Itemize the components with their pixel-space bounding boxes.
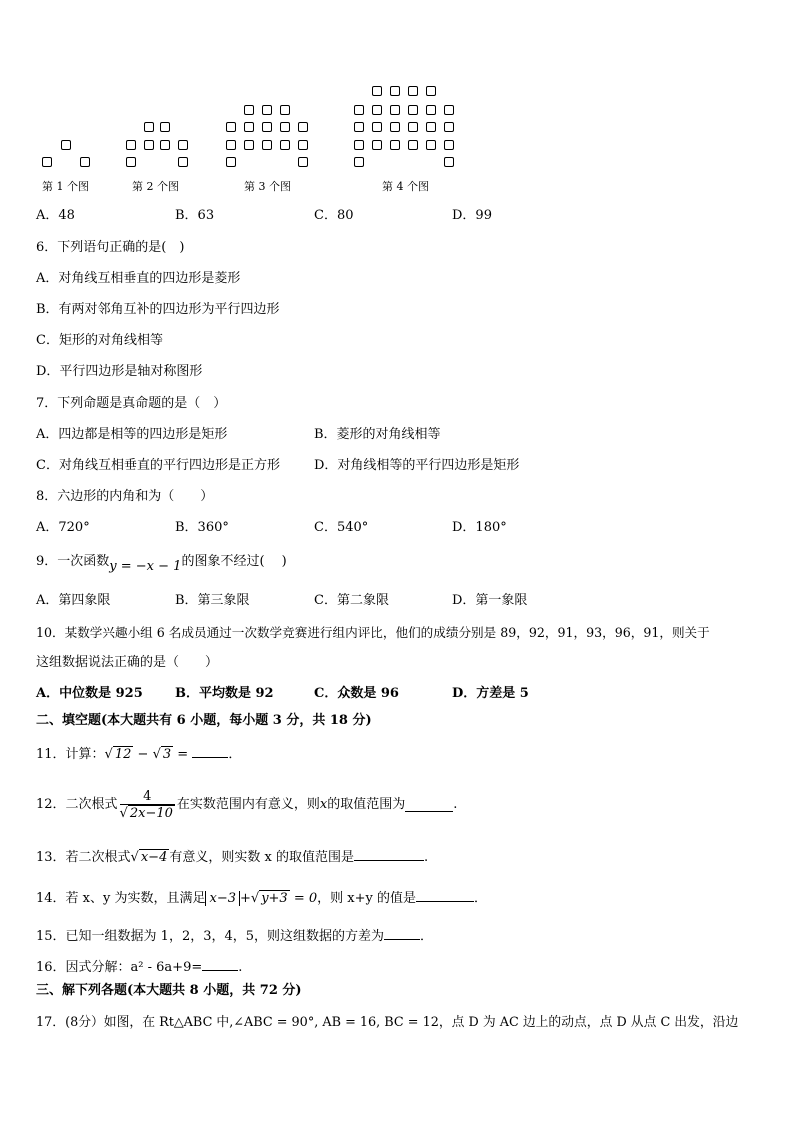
square-icon [160,122,170,132]
fraction [120,789,175,822]
square-icon [354,157,364,167]
end-punct: . [453,797,458,812]
question-8-stem: 8．六边形的内角和为（ ） [36,489,214,504]
square-icon [444,105,454,115]
question-11-text: 11．计算： [36,747,105,762]
option-b: B．菱形的对角线相等 [314,427,441,442]
option-a: A．第四象限 [36,593,111,608]
square-icon [280,140,290,150]
square-icon [390,105,400,115]
square-icon [408,86,418,96]
question-12-text: 的取值范围为 [327,797,406,812]
figure-caption: 第 2 个图 [132,180,179,193]
figure-caption: 第 3 个图 [244,180,291,193]
question-12-text: 在实数范围内有意义，则 [176,797,320,812]
question-17-stem: 17．(8分）如图，在 Rt△ABC 中,∠ABC = 90°, AB = 16, BC = 12，点 D 为 AC 边上的动点，点 D 从点 C 出发，沿边 [36,1015,739,1030]
square-icon [244,122,254,132]
square-icon [42,157,52,167]
square-icon [262,105,272,115]
answer-blank[interactable] [354,848,424,861]
question-11: 11．计算：√ 12 − √ 3 = ． [36,747,242,762]
question-9-stem [36,554,287,574]
square-icon [426,86,436,96]
option-a: A．四边都是相等的四边形是矩形 [36,427,228,442]
end-punct: . [423,850,429,865]
pattern-figure [36,78,476,198]
answer-blank[interactable] [202,958,238,971]
radicand: x−4 [140,850,168,865]
option-d: D．方差是 5 [452,686,529,701]
option-c: C．540° [314,520,369,535]
answer-blank[interactable] [192,745,228,758]
formula: y = −x − 1 [109,559,182,574]
question-12 [36,780,457,830]
question-14: 14．若 x、y 为实数，且满足 x−3 +√ y+3 = 0，则 x+y 的值是 ． [36,891,487,906]
figure-caption: 第 1 个图 [42,180,89,193]
square-icon [444,157,454,167]
question-10-stem: 这组数据说法正确的是（ ） [36,655,219,670]
question-14-text: 14．若 x、y 为实数，且满足 [36,891,206,906]
option-c: C．80 [314,208,354,223]
end-punct: ． [473,891,487,906]
square-icon [144,122,154,132]
square-icon [390,140,400,150]
question-12-text: 12．二次根式 [36,797,118,812]
option-d: D．180° [452,520,507,535]
square-icon [80,157,90,167]
end-punct: ． [420,929,434,944]
square-icon [408,122,418,132]
section-heading: 二、填空题(本大题共有 6 小题，每小题 3 分，共 18 分) [36,713,372,728]
square-icon [354,105,364,115]
question-16 [36,958,242,976]
square-icon [298,122,308,132]
square-icon [262,140,272,150]
square-icon [372,105,382,115]
square-icon [354,140,364,150]
square-icon [444,140,454,150]
option-d: D．平行四边形是轴对称图形 [36,364,203,379]
square-icon [298,140,308,150]
option-c: C．对角线互相垂直的平行四边形是正方形 [36,458,280,473]
square-icon [226,157,236,167]
square-icon [226,122,236,132]
question-9-text: 9．一次函数 [36,554,110,569]
figure-caption: 第 4 个图 [382,180,429,193]
end-punct: . [238,960,243,975]
answer-blank[interactable] [405,799,453,812]
square-icon [390,122,400,132]
square-icon [262,122,272,132]
question-14-text: ，则 x+y 的值是 [317,891,416,906]
question-15-text: 15．已知一组数据为 1，2，3，4，5，则这组数据的方差为 [36,929,385,944]
option-b: B．有两对邻角互补的四边形为平行四边形 [36,302,280,317]
square-icon [226,140,236,150]
square-icon [178,157,188,167]
absolute-value: x−3 [205,891,240,906]
square-icon [61,140,71,150]
option-a: A．中位数是 925 [36,686,143,701]
denominator: √ 2x−10 [119,805,173,821]
square-icon [126,157,136,167]
square-icon [408,140,418,150]
option-b: B．第三象限 [175,593,250,608]
option-a: A．对角线互相垂直的四边形是菱形 [36,271,241,286]
equals-zero: = 0 [293,891,318,906]
option-d: D．第一象限 [452,593,528,608]
option-a: A．720° [36,520,90,535]
square-icon [160,140,170,150]
square-icon [426,122,436,132]
square-icon [426,140,436,150]
square-icon [298,157,308,167]
square-icon [372,86,382,96]
radicand: y+3 [261,891,288,906]
option-c: C．众数是 96 [314,686,399,701]
variable: x [319,797,328,812]
square-icon [372,140,382,150]
end-punct: ． [228,747,242,762]
option-b: B．平均数是 92 [175,686,274,701]
radicand: 2x−10 [129,805,173,821]
square-icon [178,140,188,150]
question-13: 13．若二次根式√ x−4 有意义，则实数 x 的取值范围是 . [36,850,429,865]
option-d: D．对角线相等的平行四边形是矩形 [314,458,520,473]
option-b: B．360° [175,520,229,535]
square-icon [280,122,290,132]
answer-blank[interactable] [384,927,420,940]
question-10-stem: 10．某数学兴趣小组 6 名成员通过一次数学竞赛进行组内评比，他们的成绩分别是 89，92，91，93，96，91，则关于 [36,625,710,640]
question-7-stem: 7．下列命题是真命题的是（ ） [36,396,227,411]
square-icon [280,105,290,115]
option-b: B．63 [175,208,215,223]
question-9-text: 的图象不经过( ) [181,554,287,569]
numerator: 4 [120,789,175,805]
option-d: D．99 [452,208,492,223]
radicand: 12 [114,747,132,762]
square-icon [244,105,254,115]
section-heading: 三、解下列各题(本大题共 8 小题，共 72 分) [36,983,302,998]
question-16-text: 16．因式分解：a² - 6a+9= [36,960,203,975]
square-icon [144,140,154,150]
question-13-text: 有意义，则实数 x 的取值范围是 [169,850,354,865]
question-13-text: 13．若二次根式 [36,850,131,865]
option-c: C．第二象限 [314,593,389,608]
square-icon [426,105,436,115]
square-icon [126,140,136,150]
square-icon [408,105,418,115]
square-icon [390,86,400,96]
answer-blank[interactable] [416,889,474,902]
question-15 [36,927,433,945]
plus-sign: + [239,891,251,906]
option-c: C．矩形的对角线相等 [36,333,163,348]
square-icon [244,140,254,150]
square-icon [354,122,364,132]
option-a: A．48 [36,208,75,223]
equals-sign: = [177,747,189,762]
square-icon [372,122,382,132]
radicand: 3 [162,747,172,762]
question-6-stem: 6．下列语句正确的是( ) [36,240,185,255]
square-icon [444,122,454,132]
